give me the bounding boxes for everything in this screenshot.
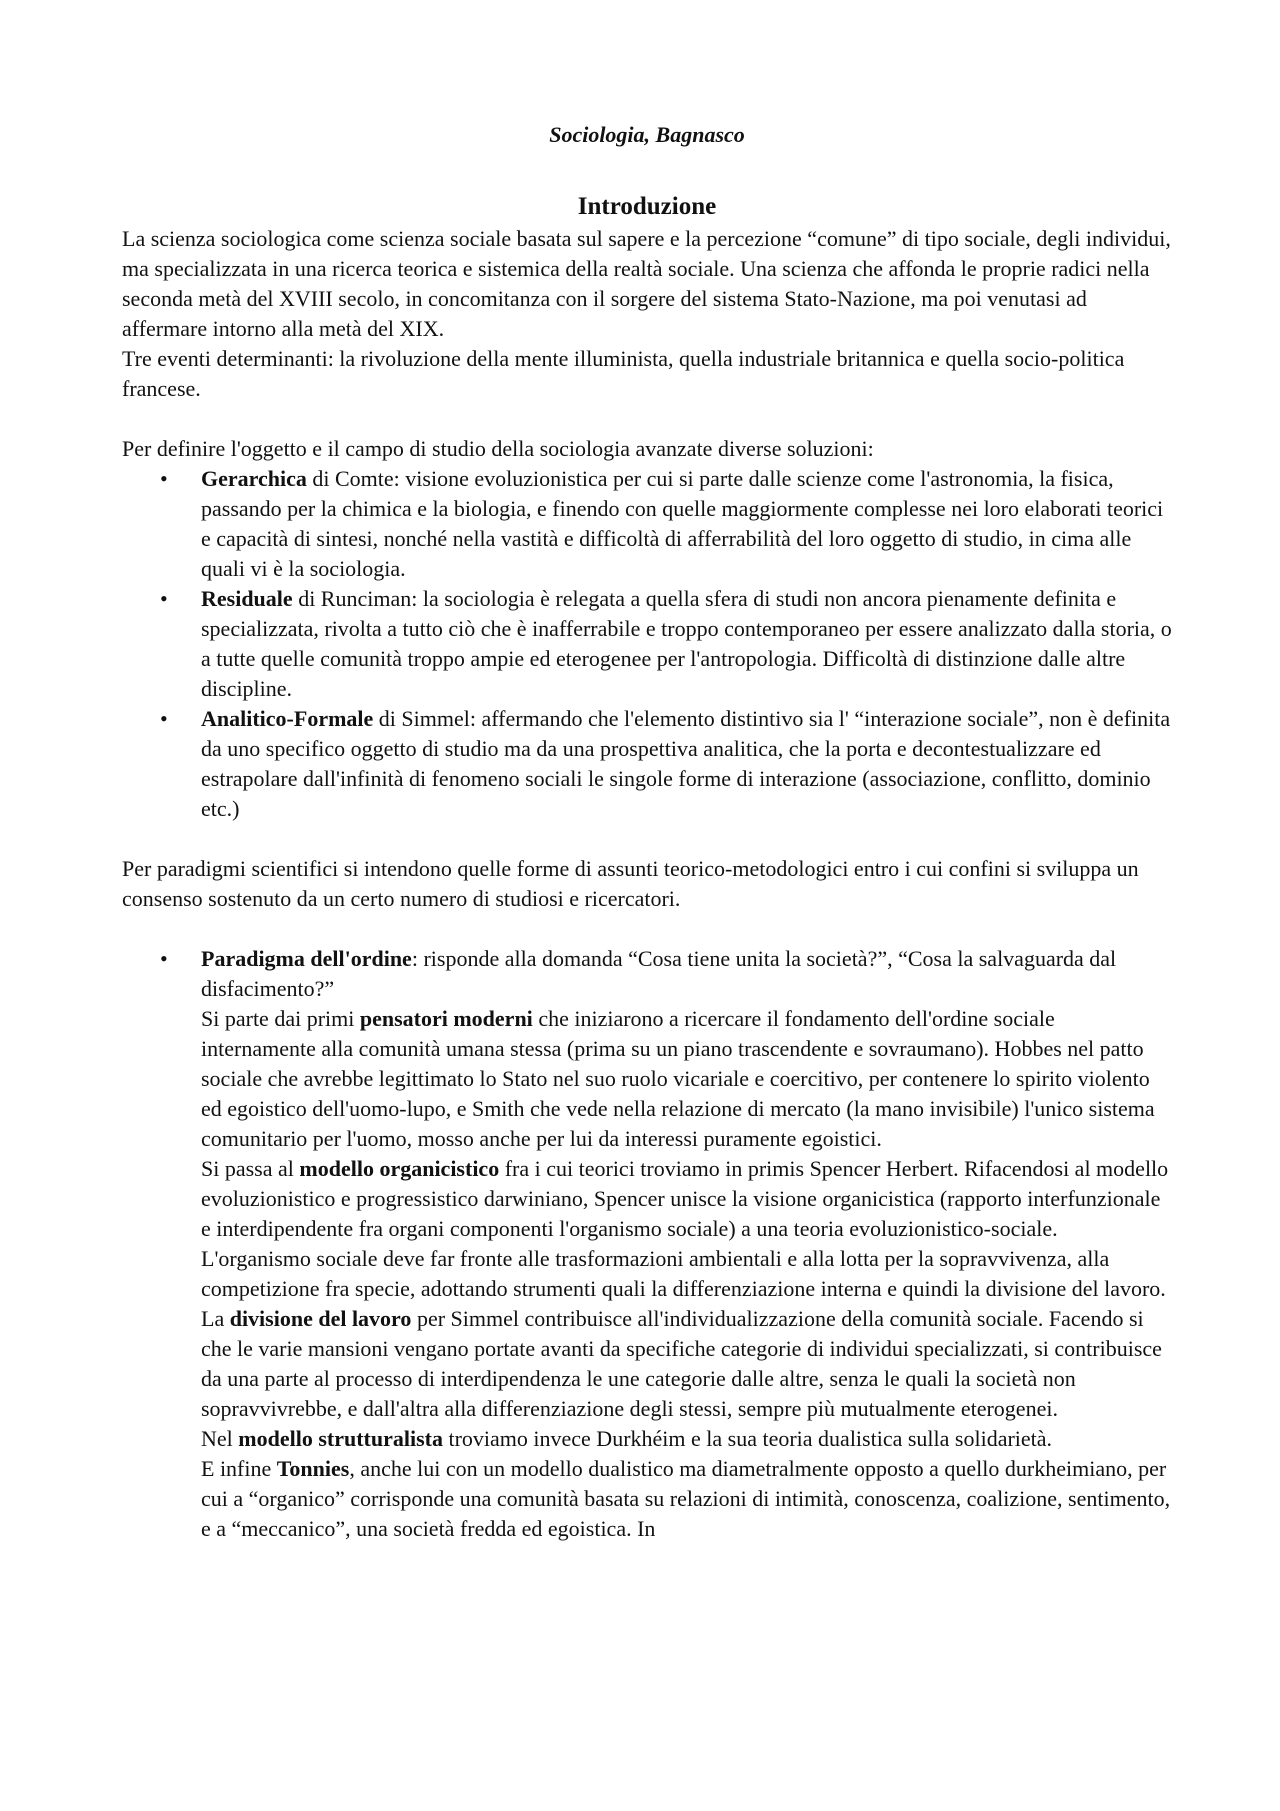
term-paradigma-ordine: Paradigma dell'ordine — [201, 946, 412, 971]
paradigm-text: : risponde alla domanda “Cosa tiene unita la società?”, “Cosa la salvaguarda dal disfacimento?” — [201, 946, 1117, 1001]
term-divisione-lavoro: divisione del lavoro — [229, 1306, 412, 1331]
spacer — [122, 914, 1172, 944]
list-item — [122, 944, 1172, 1544]
text-run: troviamo invece Durkhéim e la sua teoria dualistica sulla solidarietà. — [442, 1426, 1053, 1451]
intro-paragraph-2: Tre eventi determinanti: la rivoluzione della mente illuminista, quella industriale britannica e quella socio-politica francese. — [122, 346, 1125, 401]
spacer — [122, 404, 1172, 434]
paradigm-paragraph — [201, 1004, 1172, 1154]
term-analitico-formale: Analitico-Formale — [201, 706, 374, 731]
text-run: , anche lui con un modello dualistico ma diametralmente opposto a quello durkheimiano, per cui a “organico” corrisponde una comunità basata su relazioni di intimità, conoscenza, coalizione, sentimento, e a “meccanico”, una società fredda ed egoistica. In — [201, 1456, 1171, 1541]
spacer — [122, 824, 1172, 854]
definition-text: di Comte: visione evoluzionistica per cui si parte dalle scienze come l'astronomia, la fisica, passando per la chimica e la biologia, e finendo con quelle maggiormente complesse nei loro elaborati teorici e capacità di sintesi, nonché nella vastità e difficoltà di afferrabilità del loro oggetto di studio, in cima alle quali vi è la sociologia. — [201, 466, 1164, 581]
list-item — [122, 704, 1172, 824]
document-page — [122, 120, 1172, 1544]
definition-text: di Runciman: la sociologia è relegata a quella sfera di studi non ancora pienamente definita e specializzata, rivolta a tutto ciò che è inafferrabile e troppo contemporaneo per essere analizzato dalla storia, o a tutte quelle comunità troppo ampie ed eterogenee per l'antropologia. Difficoltà di distinzione dalle altre discipline. — [201, 586, 1172, 701]
paradigm-paragraph — [201, 1154, 1172, 1304]
term-modello-organicistico: modello organicistico — [299, 1156, 500, 1181]
paradigm-paragraph — [201, 1454, 1172, 1544]
text-run: fra i cui teorici troviamo in primis Spencer Herbert. Rifacendosi al modello evoluzionistico e progressistico darwiniano, Spencer unisce la visione organicistica (rapporto interfunzionale e interdipendente fra organi componenti l'organismo sociale) a una teoria evoluzionistico-sociale. L'organismo sociale deve far fronte alle trasformazioni ambientali e alla lotta per la sopravvivenza, alla competizione fra specie, adottando strumenti quali la differenziazione interna e quindi la divisione del lavoro. — [201, 1156, 1169, 1301]
definitions-list — [122, 464, 1172, 824]
text-run: E infine — [201, 1456, 277, 1481]
paradigms-intro: Per paradigmi scientifici si intendono quelle forme di assunti teorico-metodologici entro i cui confini si sviluppa un consenso sostenuto da un certo numero di studiosi e ricercatori. — [122, 856, 1139, 911]
text-run: Si passa al — [201, 1156, 300, 1181]
list-item — [122, 584, 1172, 704]
paradigm-paragraph — [201, 1304, 1172, 1424]
text-run: Si parte dai primi — [201, 1006, 360, 1031]
intro-paragraph-1: La scienza sociologica come scienza sociale basata sul sapere e la percezione “comune” di tipo sociale, degli individui, ma specializzata in una ricerca teorica e sistemica della realtà sociale. Una scienza che affonda le proprie radici nella seconda metà del XVIII secolo, in concomitanza con il sorgere del sistema Stato-Nazione, ma poi venutasi ad affermare intorno alla metà del XIX. — [122, 226, 1171, 341]
term-modello-strutturalista: modello strutturalista — [238, 1426, 443, 1451]
definition-text: di Simmel: affermando che l'elemento distintivo sia l' “interazione sociale”, non è definita da uno specifico oggetto di studio ma da una prospettiva analitica, che la porta e decontestualizzare ed estrapolare dall'infinità di fenomeno sociali le singole forme di interazione (associazione, conflitto, dominio etc.) — [201, 706, 1171, 821]
term-pensatori-moderni: pensatori moderni — [359, 1006, 533, 1031]
text-run: La — [201, 1306, 230, 1331]
list-item — [122, 464, 1172, 584]
bullet-icon: • — [160, 706, 168, 731]
bullet-icon: • — [160, 466, 168, 491]
definitions-intro: Per definire l'oggetto e il campo di studio della sociologia avanzate diverse soluzioni: — [122, 436, 874, 461]
document-title: Sociologia, Bagnasco — [549, 122, 745, 147]
section-heading: Introduzione — [577, 193, 717, 220]
paradigm-paragraph — [201, 1424, 1172, 1454]
text-run: per Simmel contribuisce all'individualizzazione della comunità sociale. Facendo si che le varie mansioni vengano portate avanti da specifiche categorie di individui specializzati, si contribuisce da una parte al processo di interdipendenza le une categorie dalle altre, senza le quali la società non sopravvivrebbe, e dall'altra alla differenziazione degli stessi, sempre più mutualmente eterogenei. — [201, 1306, 1162, 1421]
term-gerarchica: Gerarchica — [201, 466, 307, 491]
paradigms-list — [122, 944, 1172, 1544]
term-tonnies: Tonnies — [276, 1456, 350, 1481]
text-run: che iniziarono a ricercare il fondamento dell'ordine sociale internamente alla comunità umana stessa (prima su un piano trascendente e sovraumano). Hobbes nel patto sociale che avrebbe legittimato lo Stato nel suo ruolo vicariale e coercitivo, per contenere lo spirito violento ed egoistico dell'uomo-lupo, e Smith che vede nella relazione di mercato (la mano invisibile) l'unico sistema comunitario per l'uomo, mosso anche per lui da interessi puramente egoistici. — [201, 1006, 1155, 1151]
bullet-icon: • — [160, 586, 168, 611]
term-residuale: Residuale — [201, 586, 293, 611]
bullet-icon: • — [160, 946, 168, 971]
text-run: Nel — [201, 1426, 239, 1451]
